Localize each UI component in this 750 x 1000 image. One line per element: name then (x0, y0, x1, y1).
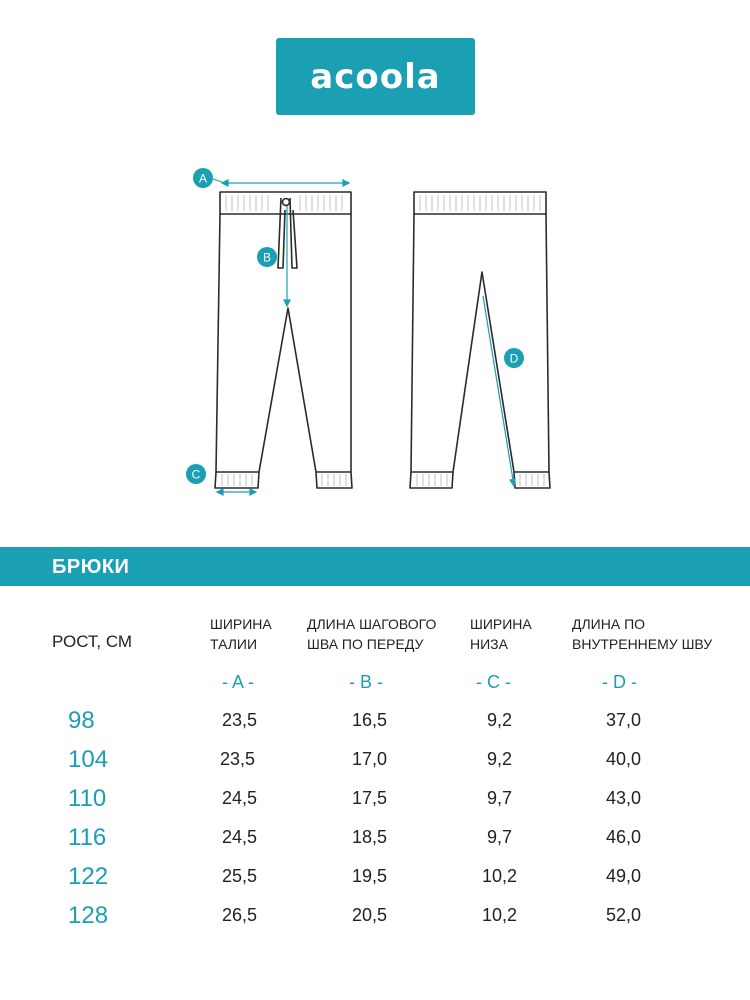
table-row (0, 746, 750, 784)
marker-d-icon (504, 348, 524, 368)
column-letter-a: - A - (222, 672, 255, 692)
logo-text: acoola (310, 56, 441, 97)
svg-text:D: D (509, 351, 519, 366)
table-row (0, 785, 750, 823)
section-band (0, 547, 750, 586)
value-c: 9,7 (487, 788, 513, 808)
value-b: 18,5 (352, 827, 388, 847)
value-b: 16,5 (352, 710, 388, 730)
value-a: 26,5 (222, 905, 258, 925)
value-a: 24,5 (222, 827, 258, 847)
value-a: 23,5 (222, 710, 258, 730)
table-row (0, 863, 750, 901)
column-letter-b: - B - (349, 672, 383, 692)
value-c: 10,2 (482, 866, 518, 886)
column-letter-d: - D - (602, 672, 637, 692)
table-row (0, 707, 750, 745)
value-d: 46,0 (606, 827, 642, 847)
value-d: 40,0 (606, 749, 642, 769)
size-cell: 104 (68, 746, 109, 773)
section-title: БРЮКИ (52, 556, 130, 578)
pants-back (410, 192, 550, 488)
value-b: 17,5 (352, 788, 388, 808)
value-c: 9,2 (487, 710, 513, 730)
value-b: 20,5 (352, 905, 388, 925)
value-d: 52,0 (606, 905, 642, 925)
column-header-d: ДЛИНА ПО ВНУТРЕННЕМУ ШВУ (572, 616, 713, 652)
value-b: 17,0 (352, 749, 388, 769)
value-c: 10,2 (482, 905, 518, 925)
svg-text:B: B (262, 250, 272, 265)
size-cell: 116 (68, 824, 107, 851)
value-a: 24,5 (222, 788, 258, 808)
value-d: 49,0 (606, 866, 642, 886)
table-row (0, 824, 750, 862)
marker-c-icon (186, 464, 206, 484)
column-header-a: ШИРИНА ТАЛИИ (210, 616, 272, 652)
size-cell: 122 (68, 863, 109, 890)
marker-a-icon (193, 168, 222, 188)
column-letter-c: - C - (476, 672, 511, 692)
value-a: 25,5 (222, 866, 258, 886)
value-d: 43,0 (606, 788, 642, 808)
size-cell: 110 (68, 785, 107, 812)
row-header: РОСТ, СМ (52, 632, 133, 651)
value-b: 19,5 (352, 866, 388, 886)
pants-diagram (0, 150, 750, 510)
svg-text:C: C (191, 467, 201, 482)
pants-front (215, 192, 352, 488)
size-cell: 128 (68, 902, 109, 929)
value-a: 23,5 (220, 749, 256, 769)
size-cell: 98 (68, 707, 95, 734)
brand-logo (276, 38, 475, 115)
value-d: 37,0 (606, 710, 642, 730)
value-c: 9,7 (487, 827, 513, 847)
column-header-b: ДЛИНА ШАГОВОГО ШВА ПО ПЕРЕДУ (307, 616, 437, 652)
marker-b-icon (257, 247, 277, 267)
column-header-c: ШИРИНА НИЗА (470, 616, 532, 652)
value-c: 9,2 (487, 749, 513, 769)
table-row (0, 902, 750, 940)
svg-text:A: A (198, 171, 208, 186)
